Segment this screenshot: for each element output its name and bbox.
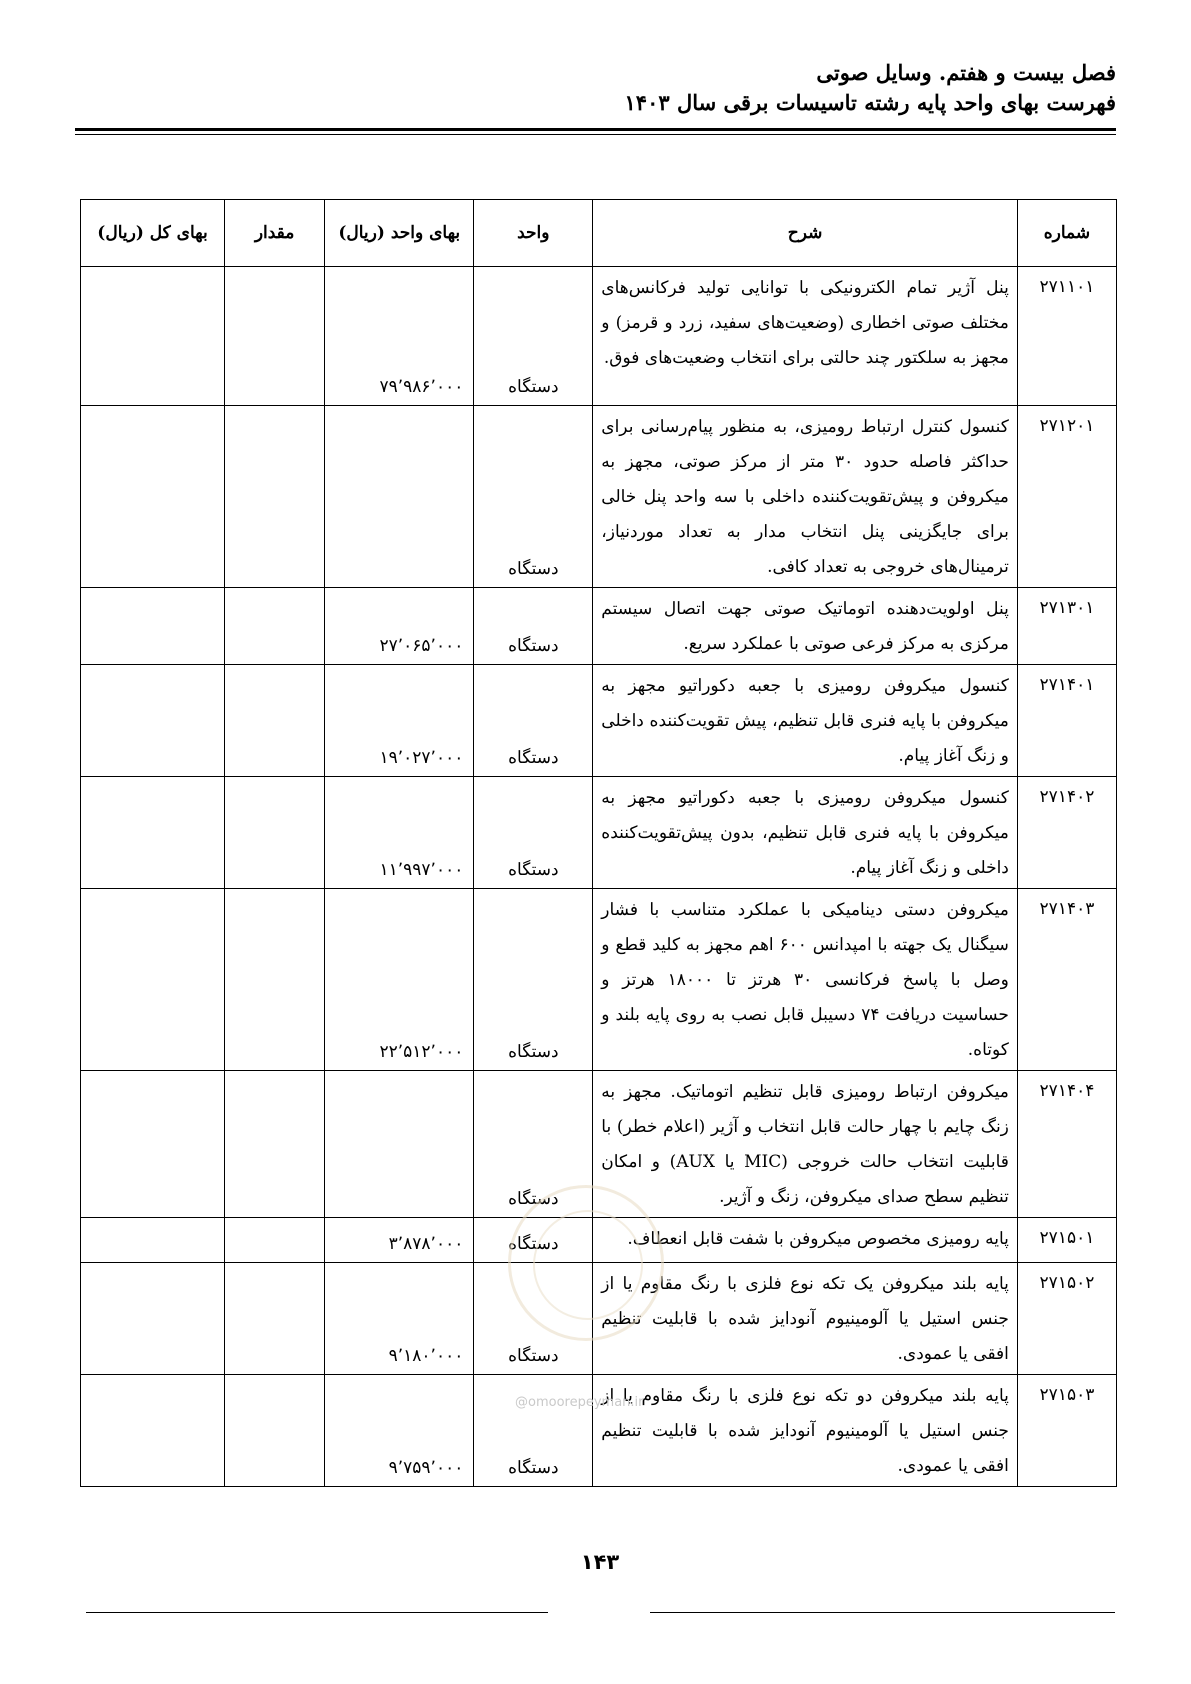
row-quantity — [225, 889, 325, 1071]
header-rule-thin — [75, 134, 1116, 135]
chapter-title: فصل بیست و هفتم. وسایل صوتی — [816, 60, 1116, 85]
col-unit: واحد — [474, 200, 593, 267]
row-unit-price: ۲۷٬۰۶۵٬۰۰۰ — [325, 588, 474, 665]
row-quantity — [225, 1071, 325, 1218]
row-total-price — [81, 1218, 225, 1263]
row-number: ۲۷۱۴۰۲ — [1017, 777, 1116, 889]
row-description: میکروفن دستی دینامیکی با عملکرد متناسب با فشار سیگنال یک جهته با امپدانس ۶۰۰ اهم مجهز به کلید قطع و وصل با پاسخ فرکانسی ۳۰ هرتز تا ۱۸۰۰۰ هرتز و حساسیت دریافت ۷۴ دسیبل قابل نصب به روی پایه بلند و کوتاه. — [593, 889, 1018, 1071]
table-row — [81, 267, 1117, 406]
table-row — [81, 889, 1117, 1071]
row-quantity — [225, 267, 325, 406]
col-quantity: مقدار — [225, 200, 325, 267]
header-rule-thick — [75, 128, 1116, 131]
col-number: شماره — [1017, 200, 1116, 267]
row-total-price — [81, 406, 225, 588]
row-unit: دستگاه — [474, 777, 593, 889]
table-header-row — [81, 200, 1117, 267]
col-total-price: بهای کل (ریال) — [81, 200, 225, 267]
row-description: پایه رومیزی مخصوص میکروفن با شفت قابل انعطاف. — [593, 1218, 1018, 1263]
row-total-price — [81, 665, 225, 777]
row-unit-price: ۱۹٬۰۲۷٬۰۰۰ — [325, 665, 474, 777]
row-unit-price — [325, 1071, 474, 1218]
row-total-price — [81, 1375, 225, 1487]
watermark-seal-inner — [533, 1210, 643, 1320]
price-list-title: فهرست بهای واحد پایه رشته تاسیسات برقی سال ۱۴۰۳ — [624, 90, 1116, 115]
row-number: ۲۷۱۳۰۱ — [1017, 588, 1116, 665]
row-unit-price: ۷۹٬۹۸۶٬۰۰۰ — [325, 267, 474, 406]
row-total-price — [81, 1263, 225, 1375]
row-total-price — [81, 1071, 225, 1218]
row-unit: دستگاه — [474, 889, 593, 1071]
row-description: کنسول میکروفن رومیزی با جعبه دکوراتیو مجهز به میکروفن با پایه فنری قابل تنظیم، بدون پیش‌تقویت‌کننده داخلی و زنگ آغاز پیام. — [593, 777, 1018, 889]
col-description: شرح — [593, 200, 1018, 267]
table-row — [81, 1375, 1117, 1487]
row-number: ۲۷۱۱۰۱ — [1017, 267, 1116, 406]
watermark-seal — [508, 1185, 664, 1341]
table-row — [81, 665, 1117, 777]
row-quantity — [225, 1263, 325, 1375]
row-unit: دستگاه — [474, 406, 593, 588]
table-row — [81, 588, 1117, 665]
row-number: ۲۷۱۵۰۱ — [1017, 1218, 1116, 1263]
page-header — [75, 58, 1116, 118]
row-unit: دستگاه — [474, 1375, 593, 1487]
row-description: کنسول کنترل ارتباط رومیزی، به منظور پیام‌رسانی برای حداکثر فاصله حدود ۳۰ متر از مرکز صوتی، مجهز به میکروفن و پیش‌تقویت‌کننده داخلی با سه واحد پنل خالی برای جایگزینی پنل انتخاب مدار به تعداد موردنیاز، ترمینال‌های خروجی به تعداد کافی. — [593, 406, 1018, 588]
row-unit: دستگاه — [474, 1263, 593, 1375]
footer-rule-right — [650, 1612, 1115, 1613]
row-number: ۲۷۱۴۰۴ — [1017, 1071, 1116, 1218]
row-unit: دستگاه — [474, 665, 593, 777]
row-unit-price — [325, 406, 474, 588]
row-unit: دستگاه — [474, 1218, 593, 1263]
page-number: ۱۴۳ — [580, 1550, 620, 1574]
row-number: ۲۷۱۴۰۳ — [1017, 889, 1116, 1071]
row-total-price — [81, 889, 225, 1071]
row-unit: دستگاه — [474, 1071, 593, 1218]
row-quantity — [225, 777, 325, 889]
row-quantity — [225, 665, 325, 777]
row-unit-price: ۳٬۸۷۸٬۰۰۰ — [325, 1218, 474, 1263]
row-unit-price: ۲۲٬۵۱۲٬۰۰۰ — [325, 889, 474, 1071]
row-description: پایه بلند میکروفن یک تکه نوع فلزی با رنگ مقاوم یا از جنس استیل یا آلومینیوم آنودایز شده با قابلیت تنظیم افقی یا عمودی. — [593, 1263, 1018, 1375]
row-unit-price: ۹٬۷۵۹٬۰۰۰ — [325, 1375, 474, 1487]
row-unit-price: ۹٬۱۸۰٬۰۰۰ — [325, 1263, 474, 1375]
table-row — [81, 777, 1117, 889]
row-number: ۲۷۱۵۰۳ — [1017, 1375, 1116, 1487]
table-row — [81, 406, 1117, 588]
row-description: پنل آژیر تمام الکترونیکی با توانایی تولید فرکانس‌های مختلف صوتی اخطاری (وضعیت‌های سفید، زرد و قرمز) و مجهز به سلکتور چند حالتی برای انتخاب وضعیت‌های فوق. — [593, 267, 1018, 406]
row-number: ۲۷۱۲۰۱ — [1017, 406, 1116, 588]
col-unit-price: بهای واحد (ریال) — [325, 200, 474, 267]
row-unit: دستگاه — [474, 267, 593, 406]
row-total-price — [81, 267, 225, 406]
row-unit: دستگاه — [474, 588, 593, 665]
row-quantity — [225, 1375, 325, 1487]
row-quantity — [225, 588, 325, 665]
row-unit-price: ۱۱٬۹۹۷٬۰۰۰ — [325, 777, 474, 889]
watermark-url: @omoorepeyman.ir — [515, 1395, 644, 1410]
row-number: ۲۷۱۵۰۲ — [1017, 1263, 1116, 1375]
row-total-price — [81, 777, 225, 889]
row-description: پایه بلند میکروفن دو تکه نوع فلزی با رنگ مقاوم یا از جنس استیل یا آلومینیوم آنودایز شده با قابلیت تنظیم افقی یا عمودی. — [593, 1375, 1018, 1487]
row-number: ۲۷۱۴۰۱ — [1017, 665, 1116, 777]
row-quantity — [225, 406, 325, 588]
footer-rule-left — [86, 1612, 548, 1613]
row-total-price — [81, 588, 225, 665]
row-description: کنسول میکروفن رومیزی با جعبه دکوراتیو مجهز به میکروفن با پایه فنری قابل تنظیم، پیش تقویت‌کننده داخلی و زنگ آغاز پیام. — [593, 665, 1018, 777]
row-description: میکروفن ارتباط رومیزی قابل تنظیم اتوماتیک. مجهز به زنگ چایم با چهار حالت قابل انتخاب و آژیر (اعلام خطر) با قابلیت انتخاب حالت خروجی (MIC یا AUX) و امکان تنظیم سطح صدای میکروفن، زنگ و آژیر. — [593, 1071, 1018, 1218]
row-quantity — [225, 1218, 325, 1263]
row-description: پنل اولویت‌دهنده اتوماتیک صوتی جهت اتصال سیستم مرکزی به مرکز فرعی صوتی با عملکرد سریع. — [593, 588, 1018, 665]
